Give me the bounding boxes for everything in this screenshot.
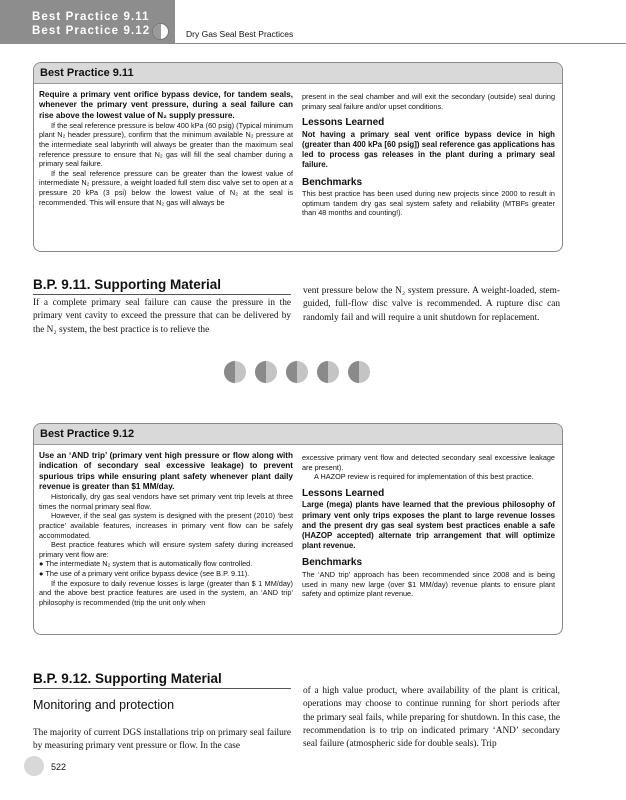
box-right-column [302, 453, 555, 599]
running-header [0, 0, 626, 44]
running-title: Dry Gas Seal Best Practices [186, 29, 294, 39]
header-rule [175, 43, 626, 44]
section-tab [0, 0, 175, 44]
page-number-circle-icon [24, 756, 44, 776]
paragraph: Best practice features which will ensure system safety during increased primary vent flow are: [39, 540, 293, 559]
separator-dot-icon [286, 361, 308, 383]
box-right-column [302, 92, 555, 218]
body-text-left: The majority of current DGS installations trip on primary seal failure by measuring primary vent pressure or flow. In the case [33, 728, 291, 752]
paragraph: If the seal reference pressure is below 400 kPa (60 psig) (Typical minimum plant N₂ header pressure), confirm that the minimum available N₂ pressure at the intermediate seal labyrinth will always be greater than the maximum seal reference pressure to ensure that N₂ gas will fill the seal chamber during a primary seal failure. [39, 120, 293, 169]
box-left-column [39, 451, 293, 607]
paragraph: present in the seal chamber and will exit the secondary (outside) seal during primary seal failure and/or upset conditions. [302, 92, 555, 111]
separator-dot-icon [224, 361, 246, 383]
subsection-heading: Monitoring and protection [33, 698, 175, 712]
lessons-heading: Lessons Learned [302, 117, 385, 129]
benchmarks-text: This best practice has been used during new projects since 2000 to result in optimum tandem dry gas seal system safety and reliability (MTBFs greater than 48 months and counting!). [302, 189, 555, 218]
body-text-left: If a complete primary seal failure can cause the pressure in the primary vent cavity to exceed the pressure that can be delivered by the N₂ system, the best practice is to relieve the [33, 298, 291, 335]
heading-rule [33, 688, 291, 689]
body-text-right: of a high value product, where availability of the plant is critical, operations may choose to continue running for short periods after the primary seal fails, while preparing for shutdown. In this case, the recommendation is to trip on indicated primary ‘AND’ secondary seal failure (atmospheric side for double seals). Trip [303, 686, 560, 750]
paragraph: excessive primary vent flow and detected secondary seal excessive leakage are present). [302, 453, 555, 472]
paragraph: If the exposure to daily revenue losses is large (greater than $ 1 MM/day) and the above best practice features are used in the system, an ‘AND trip’ philosophy is recommended (trip the unit only when [39, 578, 293, 607]
lead-statement: Require a primary vent orifice bypass device, for tandem seals, whenever the primary vent pressure, during a seal failure can rise above the lowest value of N₂ supply pressure. [39, 90, 293, 120]
heading-rule [33, 294, 291, 295]
section-heading: B.P. 9.11. Supporting Material [33, 277, 222, 292]
section-heading: B.P. 9.12. Supporting Material [33, 671, 222, 686]
body-text-right: vent pressure below the N₂ system pressure. A weight-loaded, stem-guided, full-flow disc valve is recommended. A rupture disc can randomly fail and will require a unit shutdown for replacement. [303, 286, 560, 323]
page-number: 522 [51, 762, 67, 772]
best-practice-9-12-box [33, 423, 563, 635]
half-circle-icon [152, 23, 169, 40]
separator-dot-icon [317, 361, 339, 383]
box-title: Best Practice 9.12 [34, 424, 562, 445]
paragraph: A HAZOP review is required for implementation of this best practice. [314, 472, 534, 482]
bullet-item: ● The intermediate N₂ system that is automatically flow controlled. [39, 559, 253, 569]
tab-line-2: Best Practice 9.12 [32, 25, 151, 37]
box-left-column [39, 90, 293, 207]
lessons-text: Not having a primary seal vent orifice bypass device in high (greater than 400 kPa [60 psig]) seal reference gas applications has led to process gas releases in the plant during a primary seal failure. [302, 129, 555, 170]
lessons-text: Large (mega) plants have learned that the previous philosophy of primary vent only trips exposes the plant to large revenue losses and the present dry gas seal system best practices enable a safe (HAZOP accepted) alternate trip arrangement that will optimize plant revenue. [302, 500, 555, 551]
separator-dot-icon [348, 361, 370, 383]
best-practice-9-11-box [33, 62, 563, 252]
benchmarks-heading: Benchmarks [302, 557, 363, 569]
box-title: Best Practice 9.11 [34, 63, 562, 84]
lessons-heading: Lessons Learned [302, 487, 385, 499]
tab-line-1: Best Practice 9.11 [32, 11, 150, 23]
paragraph: If the seal reference pressure can be greater than the lowest value of intermediate N₂ pressure, a weight loaded full stem disc valve set to open at a pressure 20 kPa (3 psi) below the lowest value of N₂ at the seal is recommended. This will ensure that N₂ gas will always be [39, 168, 293, 207]
bullet-item: ● The use of a primary vent orifice bypass device (see B.P. 9.11). [39, 568, 250, 578]
paragraph: However, if the seal gas system is designed with the present (2010) ‘best practice’ available features, increases in primary vent flow can be safely accommodated. [39, 511, 293, 540]
paragraph: Historically, dry gas seal vendors have set primary vent trip levels at three times the normal primary seal flow. [39, 492, 293, 511]
benchmarks-heading: Benchmarks [302, 176, 363, 188]
lead-statement: Use an ‘AND trip’ (primary vent high pressure or flow along with indication of secondary seal excessive leakage) to prevent spurious trips while ensuring plant safety whenever plant daily revenue is greater than $1 MM/day. [39, 451, 293, 491]
separator-dot-icon [255, 361, 277, 383]
benchmarks-text: The ‘AND trip’ approach has been recommended since 2008 and is being used in many new large (over $1 MM/day) revenue plants to ensure plant safety and optimize plant revenue. [302, 569, 555, 599]
